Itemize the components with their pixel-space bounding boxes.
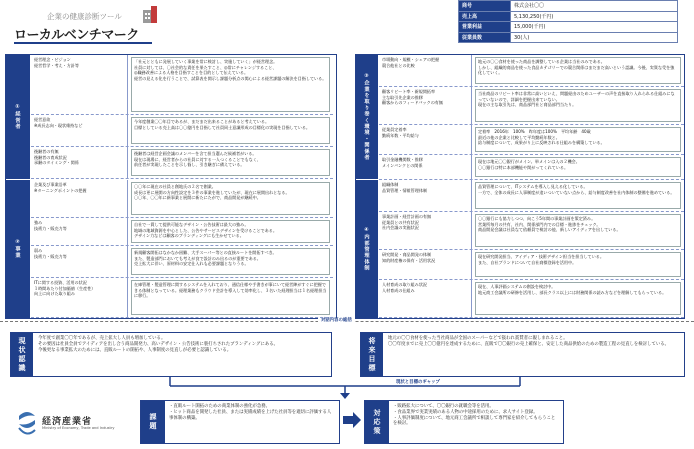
row-content: 〇〇銀行にも協力しつつ、向こう5年間の事業計画を策定済み。 営業所毎月の共有、社内、関係部門内での目標・進捗をチェック。 商品開発会議は社員なて依頼員で検討の他、新しいアイディアを出している。	[475, 214, 681, 247]
section-label-internal: ④内部管理体制	[356, 180, 378, 318]
panel-row	[31, 180, 333, 218]
row-content: 現在研究開発担当、アイディア・技術デザイン担当を担当している。 また、自社ブランドについて自社商標登録を活用中。	[475, 252, 681, 277]
issues-box	[140, 400, 340, 444]
row-content: 自社で一貫して提供可能なデザイン・公告技術は最大の強み。 地域の地域資源を中心とした、公告やサービスデザインを受けることである。 デザイン力などは顧客のブランディングにも生かせている。	[131, 220, 330, 243]
countermeasures-box	[364, 400, 564, 444]
row-content: 地元の〇〇食材を使った商品を調整している企業は当社のみである。 しかし、組織的商品を使った食品カテゴリーでの競合関係はまだまだ高いという認識。今後、実質な受を強化していく。	[475, 57, 681, 84]
panel-row	[31, 218, 333, 246]
info-key: 従業員数	[459, 32, 511, 43]
panel-row	[379, 87, 684, 125]
arrow-right-icon	[343, 412, 361, 428]
info-key: 売上高	[459, 11, 511, 22]
panel-row	[379, 55, 684, 87]
panel-row	[31, 55, 333, 115]
gap-label: 現状と目標のギャップ	[396, 380, 440, 385]
panel-row	[31, 246, 333, 278]
info-value: 30(人)	[511, 32, 678, 43]
section-label-management: ①経営者	[6, 55, 30, 179]
current-status-box	[10, 332, 332, 377]
future-goal-box	[360, 332, 685, 377]
page-title: ローカルベンチマーク	[14, 24, 152, 44]
row-label: 後継者の有無 後継者の育成状況 承継のタイミング・関係	[31, 147, 128, 178]
gap-arrows	[160, 376, 540, 400]
row-label: 市場動向・規模・シェアの把握 競合他社との比較	[379, 55, 472, 86]
building-icon	[139, 4, 159, 24]
row-label: 強み 技術力・販売力等	[31, 218, 128, 245]
row-label: 研究開発・商品開発の体制 知的財産権の保有・活用状況	[379, 250, 472, 279]
panel-row	[379, 280, 684, 318]
row-content: 後継者は経営企画会議のメンバーを含て担当選んだ候補者がいる。 現在は現場に、経営者からの社員に対する一人つくることでもなく、 前任者が実現したことを示し悩し、引き継ぎに備えている。	[131, 149, 330, 176]
summary-label: 対話内容の総括	[318, 318, 355, 324]
row-label: 人材育成の取り組み状況 人材育成の仕組み	[379, 280, 472, 317]
row-label: 経営意欲 ※成長志向・現状維持など	[31, 115, 128, 146]
row-label: 経営理念・ビジョン 経営哲学・考え・方針等	[31, 55, 128, 114]
info-value: 株式会社〇〇	[511, 1, 678, 12]
panel-row	[31, 278, 333, 318]
row-content: 定着率 2016年 100% 昨年度は100% 平均年齢 40歳 最近の他の企業と比較して平均勤続年数と。 給与制度について、成果がり上に反映される仕組みを構築している。	[475, 127, 681, 152]
row-label: 事業計画・経営計画の有無 従業員との共有状況 社内会議の実施状況	[379, 212, 472, 249]
issues-text: ・直販ルート開拓のための商業体制の強化が急務。 ・ヒット商品を開発した社員、または実績成績を上げた社員等を適切に評価する人事体制の構築。	[169, 404, 332, 421]
panel-row	[31, 115, 333, 147]
row-content: 現在は地元〇〇銀行がメイン。単メインは入の２機会。 〇〇銀行は特に本部機能や関がってくれている。	[475, 157, 681, 177]
row-content: 〇〇年に現在の社員と創地氏の２名で創業。 成長は更に展開の方向性設定を３件の事業を進していたが、現在に展開出れとなる。 〇〇年、〇〇年に新事業と展開に新たにたがで、商品開発が継続中。	[131, 182, 330, 215]
future-goal-label: 将来目標	[361, 333, 383, 376]
row-label: 組織体制 品質管理・情報管理体制	[379, 180, 472, 211]
row-label: 弱み 技術力・販売力等	[31, 246, 128, 277]
panel-row	[379, 180, 684, 212]
issues-label: 課題	[141, 401, 165, 443]
section-label-business: ②事業	[6, 180, 30, 318]
row-content: 今年度創業〇〇年目であるが、まだまだ出来ることがあると考えている。 目標としている売上高は〇〇億円を目指して社員同士意識形成の目標化の実現を目指している。	[131, 117, 330, 144]
current-status-text: 今年度で創業〇〇年であるが、売上拡大し人員も増加している。 その要因は社員全員でアイディアを出し合う商品開発力、高いデザイン・公告技術に裏打ちされたブランディングにある。 今後更なる事業拡大のためには、直販ルートの開拓や、人事制度の見直しが必要と認識している。	[38, 336, 278, 353]
row-label: 企業及び事業沿革 ※ターニングポイントの把握	[31, 180, 128, 217]
row-content: 当社商品のリピート率は非常に高いといえ、問題経由のためユーザーの声を直接取り入れられる仕組みになっていないので、詳細を把握出来ていない。 現在の主な取引先は、商品部門社と商品部門当たり。	[475, 89, 681, 122]
panel-row	[379, 125, 684, 155]
row-content: 「社元とともに発展していく事業を常に検討し、実施していく」が経営理念。 社員に対しては、〇社会的な責任を果たすこと、◎常にチャレンジすること、 ◎職務改善による人格を目指すことを目的として伝えている。 経営の見える化を行うことで、試算表を開示し課題分析点の関心による経営課題の解決を目指している。	[131, 57, 330, 112]
meti-sub: Ministry of Economy, Trade and Industry	[42, 426, 115, 430]
company-info-table	[458, 0, 678, 43]
panel-row	[379, 250, 684, 280]
future-goal-text: 地元の〇〇食材を使った当社商品が全国のスーパーなどで扱われ賞賛者に親しまれること。 〇〇年度までに売上〇〇億円を達成するために、直販で〇〇銀行の売上確保と、安定した商品供給のための製造工程の見直しを検討している。	[388, 336, 670, 347]
row-label: 取引金融機関数・推移 メインバンクとの関係	[379, 155, 472, 179]
panel-row	[379, 212, 684, 250]
countermeasures-text: ・販路拡大について、〇〇銀行の就職会等を活用。 ・食品業界で実業実績のある人物の中途採用のために、求人サイト登録。 ・人事評価制度について、地元商工会議所で相談して専門家を紹介してもらうことを検討。	[393, 404, 556, 427]
meti-logo-icon	[16, 410, 38, 436]
panel-row	[379, 155, 684, 180]
row-content: 品質管理について、ITシステムを導入し見える化している。 一方で、全体の成長に人事制度が追いついていない点から、給与制度改善を社内体制の整備を進めている。	[475, 182, 681, 209]
header-subtitle: 企業の健康診断ツール	[47, 12, 122, 21]
row-content: 新規顧客開拓はなかなか困難、大手スーパー等との直接ルートを開拓すべき。 また、製造部門においても考えが良で設計のみ出るのが重要である。 売上拡大に伴い、原材料の安定仕入れも必要課題となりうる。	[131, 248, 330, 275]
countermeasures-label: 対応策	[365, 401, 389, 443]
info-value: 5,130,250(千円)	[511, 11, 678, 22]
row-label: ITに関する投資、活用の状況 １時間あたり付加価値（生産性） 向上に向けた取り組み	[31, 278, 128, 317]
row-label: 従業員定着率 勤続年数・平均給与	[379, 125, 472, 154]
row-content: 現在、人事評価システムの創設を検討中。 地元商工会議所の研修を活用し、部長クラス以上には財務関係の読み方などを理解してもらっている。	[475, 282, 681, 315]
section-label-environment: ③企業を取り巻く環境・関係者	[356, 55, 378, 179]
current-status-label: 現状認識	[11, 333, 33, 376]
info-key: 商号	[459, 1, 511, 12]
info-value: 15,000(千円)	[511, 22, 678, 33]
panel-row	[31, 147, 333, 179]
info-key: 営業利益	[459, 22, 511, 33]
row-content: 在庫管理・製造管理に関するシステムを入れており、通信仕様や手書きが事にいて経営陣がすぐに把握できる体制となっている。経理業務もクラウド会計を導入して効率化し、３名いた経理担当は１名経理担当に移行。	[131, 280, 330, 315]
row-label: 顧客リピート率・新規開拓率 主な取引先企業の推移 顧客からのフィードバックの有無	[379, 87, 472, 124]
meti-name: 経済産業省	[42, 417, 93, 427]
